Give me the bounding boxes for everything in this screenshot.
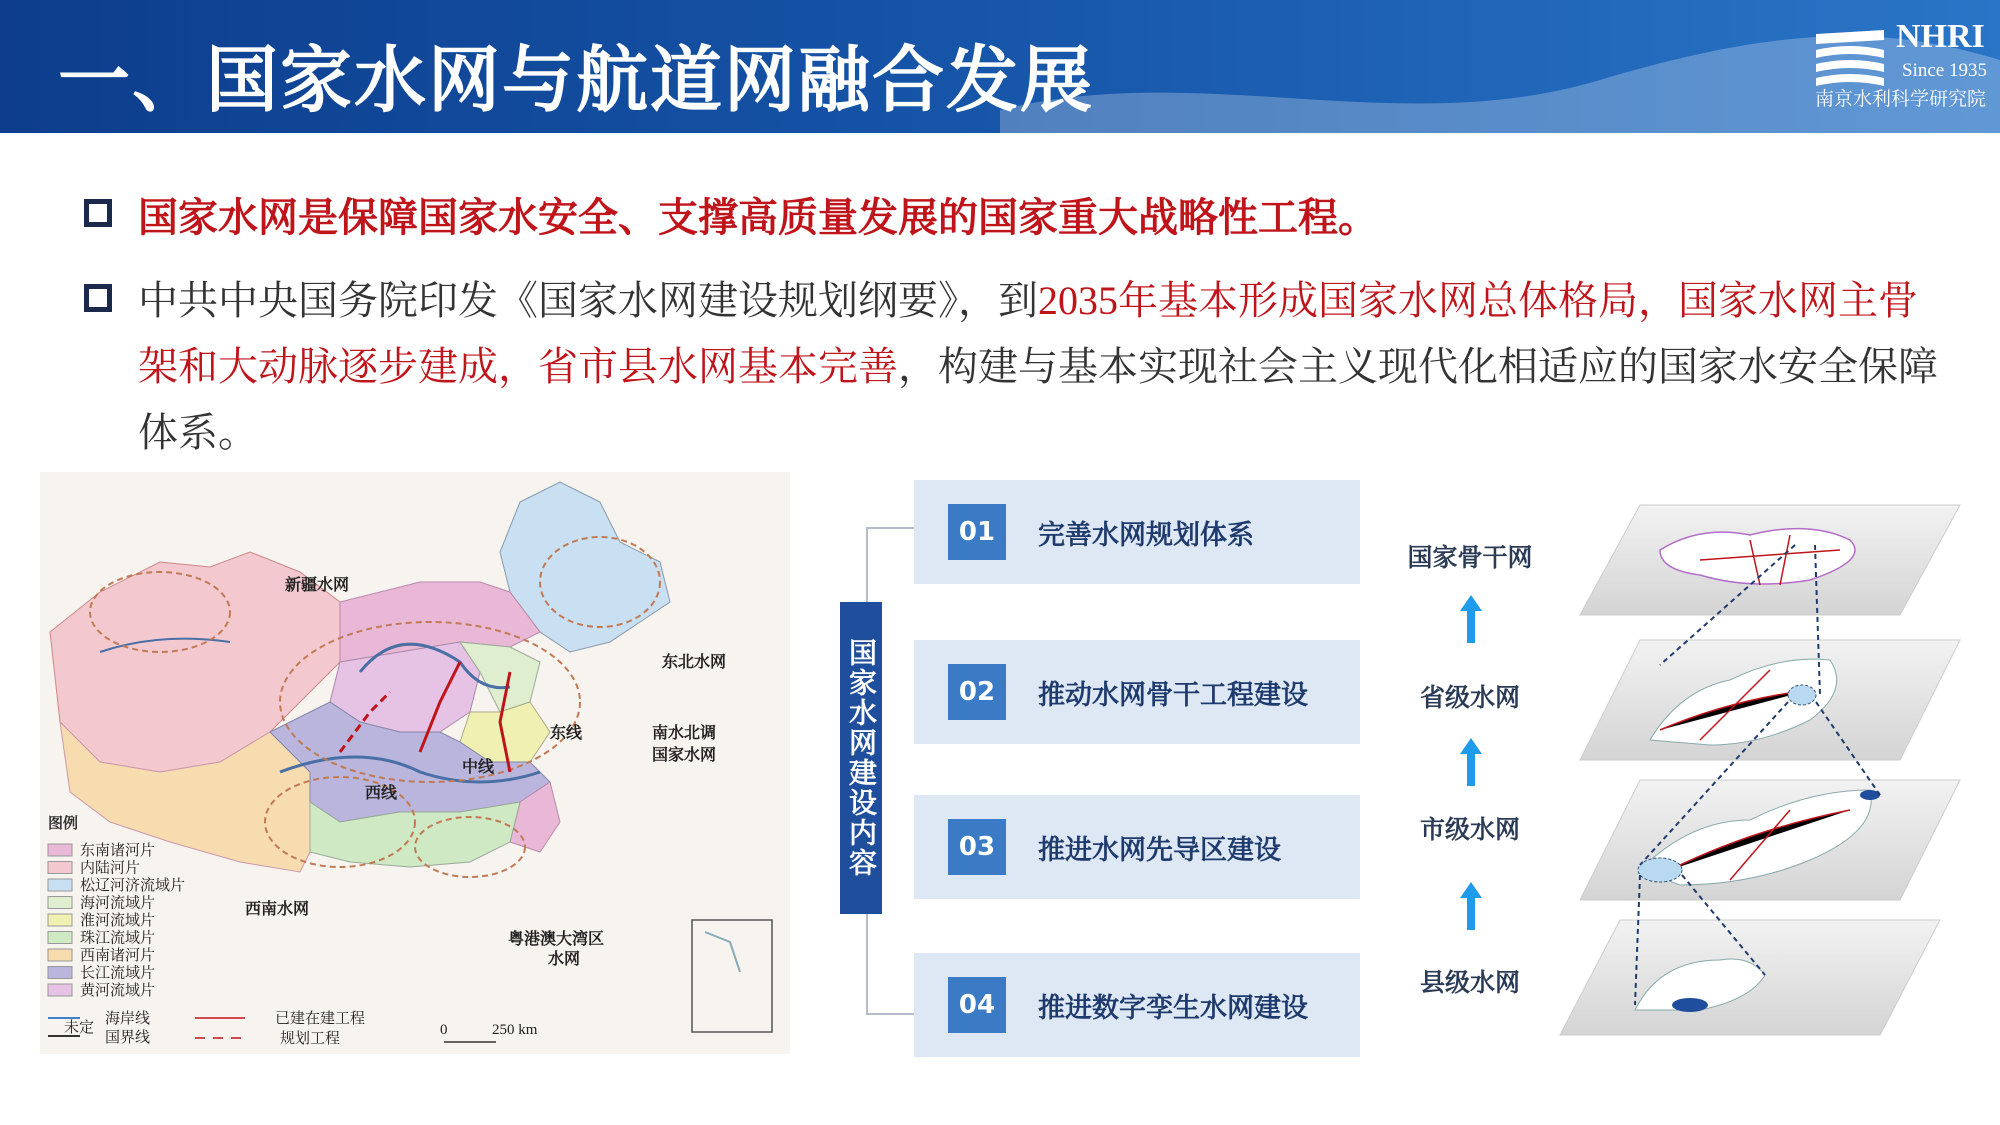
- legend-label: 黄河流域片: [80, 983, 156, 999]
- china-water-network-map: [40, 472, 790, 1054]
- content-item-2: [914, 640, 1360, 744]
- legend-swatch: [48, 879, 72, 891]
- up-arrow-icon: [1460, 738, 1482, 786]
- item-label: 完善水网规划体系: [1038, 519, 1254, 551]
- legend-swatch: [48, 967, 72, 979]
- item-label: 推进水网先导区建设: [1038, 834, 1281, 866]
- level-city: 市级水网: [1419, 815, 1520, 844]
- legend-coast: 海岸线: [105, 1011, 151, 1027]
- map-label-xixian: 西线: [365, 785, 398, 802]
- bullet-square-icon: [84, 199, 112, 227]
- item-number: 03: [948, 819, 1006, 875]
- header-banner: [0, 0, 2000, 133]
- map-label-zhongxian: 中线: [462, 759, 495, 776]
- para-year: 2035: [1038, 278, 1118, 323]
- map-label-nanshui: 南水北调: [652, 725, 717, 742]
- scale-zero: 0: [440, 1022, 448, 1038]
- item-label: 推动水网骨干工程建设: [1038, 679, 1308, 711]
- map-label-dongxian: 东线: [550, 725, 583, 742]
- legend-swatch: [48, 914, 72, 926]
- map-label-nanshui-2: 国家水网: [652, 747, 717, 764]
- legend-swatch: [48, 932, 72, 944]
- legend-label: 东南诸河片: [80, 843, 156, 859]
- legend-swatch: [48, 897, 72, 909]
- logo-brand: NHRI: [1896, 18, 1985, 55]
- bullet-line-1: 国家水网是保障国家水安全、支撑高质量发展的国家重大战略性工程。: [138, 195, 1378, 241]
- legend-label: 西南诸河片: [80, 948, 156, 964]
- legend-built: 已建在建工程: [275, 1011, 366, 1027]
- scale-label: 250 km: [492, 1022, 538, 1038]
- page-title: 一、国家水网与航道网融合发展: [58, 38, 1095, 122]
- legend-planned: 规划工程: [280, 1031, 341, 1047]
- map-label-xinan: 西南水网: [245, 901, 310, 918]
- legend-swatch: [48, 844, 72, 856]
- item-label: 推进数字孪生水网建设: [1038, 992, 1308, 1024]
- layered-network-diagram: [1550, 490, 1970, 1050]
- legend-swatch: [48, 862, 72, 874]
- logo-org-name: 南京水利科学研究院: [1815, 88, 1987, 110]
- item-number: 04: [948, 977, 1006, 1033]
- legend-undetermined: 未定: [64, 1020, 95, 1036]
- para-text-1: 中共中央国务院印发《国家水网建设规划纲要》，到: [138, 278, 1038, 324]
- map-label-dongbei: 东北水网: [662, 654, 727, 671]
- content-item-3: [914, 795, 1360, 899]
- legend-swatch: [48, 949, 72, 961]
- content-item-1: [914, 480, 1360, 584]
- level-provincial: 省级水网: [1419, 683, 1520, 712]
- legend-label: 珠江流域片: [80, 930, 156, 947]
- level-national: 国家骨干网: [1407, 543, 1533, 572]
- up-arrow-icon: [1460, 595, 1482, 643]
- map-label-xinjiang: 新疆水网: [285, 577, 350, 594]
- legend-swatch: [48, 984, 72, 996]
- level-county: 县级水网: [1419, 968, 1520, 997]
- bullet-square-icon: [84, 284, 112, 312]
- legend-label: 海河流域片: [80, 895, 156, 912]
- item-number: 01: [948, 504, 1006, 560]
- item-number: 02: [948, 664, 1006, 720]
- vertical-title: 国家水网建设内容: [840, 602, 882, 914]
- para-text-3: ，构建与基本实现社会主义现代化相适应的国家水安全保障体系。: [138, 344, 1938, 456]
- legend-label: 松辽河济流域片: [80, 878, 186, 894]
- legend-label: 内陆河片: [80, 860, 141, 877]
- map-label-yuegang: 粤港澳大湾区: [508, 931, 605, 948]
- para-text-red: 年基本形成国家水网总体格局，国家水网主骨架和大动脉逐步建成，省市县水网基本完善: [138, 278, 1918, 390]
- legend-label: 长江流域片: [80, 965, 156, 982]
- map-label-yuegang-2: 水网: [548, 951, 581, 968]
- legend-title: 图例: [48, 816, 79, 832]
- bullet-paragraph-2: [138, 268, 1938, 466]
- logo-since: Since 1935: [1902, 60, 1987, 81]
- content-item-4: [914, 953, 1360, 1057]
- legend-border: 国界线: [105, 1030, 151, 1046]
- legend-label: 淮河流域片: [80, 913, 156, 929]
- up-arrow-icon: [1460, 882, 1482, 930]
